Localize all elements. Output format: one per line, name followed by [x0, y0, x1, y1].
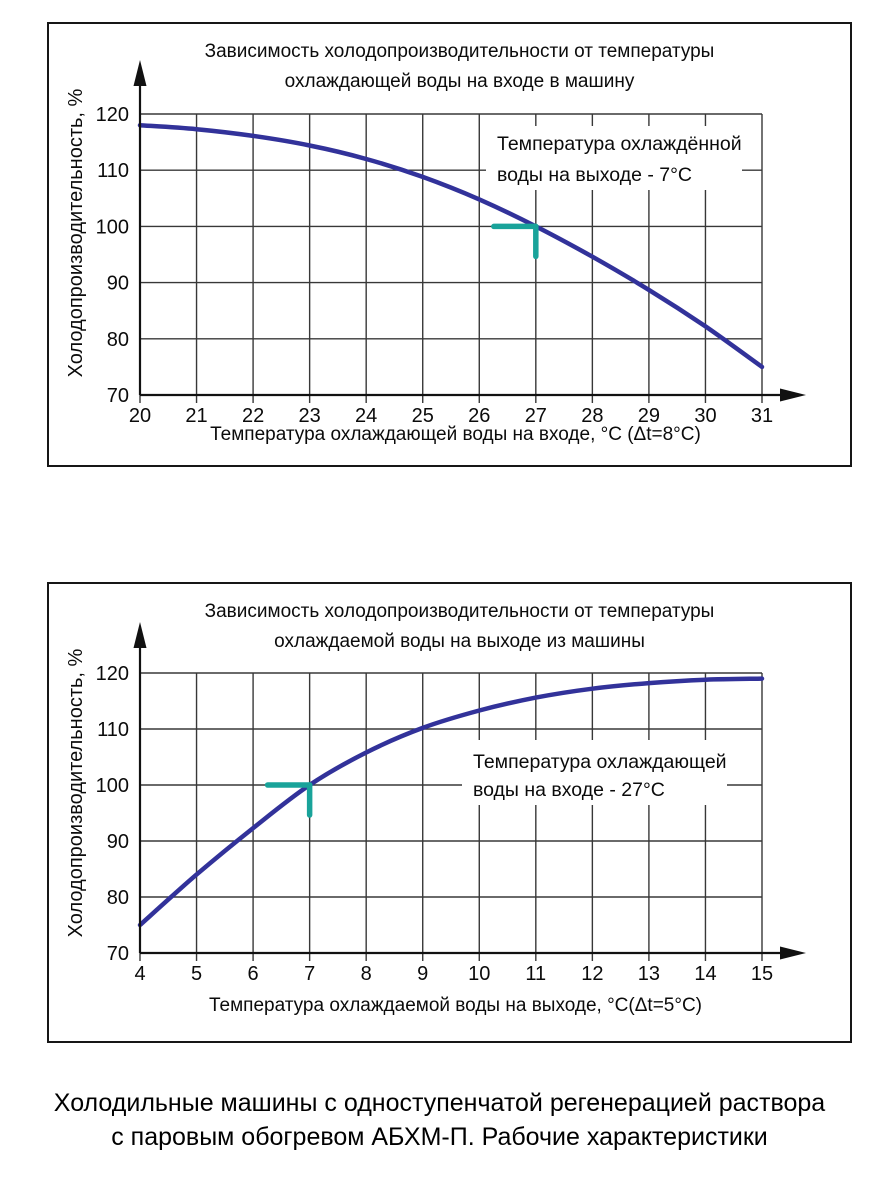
annotation-line: Температура охлаждённой [497, 133, 742, 155]
y-tick-label: 110 [97, 719, 129, 741]
x-tick-label: 27 [524, 405, 547, 427]
x-axis-arrow-icon [780, 389, 806, 402]
y-tick-label: 120 [95, 663, 129, 685]
y-tick-label: 100 [95, 775, 129, 797]
y-axis-arrow-icon [134, 622, 147, 648]
y-tick-label: 80 [106, 887, 129, 909]
x-tick-label: 21 [185, 405, 208, 427]
y-tick-label: 90 [106, 831, 129, 853]
x-tick-label: 23 [298, 405, 321, 427]
y-axis-arrow-icon [134, 60, 147, 86]
line-chart-chilled-water-outlet [49, 584, 850, 1041]
annotation-line: Температура охлаждающей [473, 751, 727, 773]
y-tick-labels [96, 663, 129, 965]
x-tick-labels [134, 963, 773, 985]
chart-panel-top [47, 22, 852, 467]
x-tick-label: 7 [304, 963, 316, 985]
design-point-marker-icon [494, 226, 536, 256]
y-tick-label: 120 [95, 104, 129, 126]
y-tick-labels [96, 104, 129, 407]
x-axis-label: Температура охлаждаемой воды на выходе, °С(Δt=5°С) [208, 995, 703, 1016]
figure-caption-line2: с паровым обогревом АБХМ-П. Рабочие характеристики [111, 1123, 768, 1151]
x-tick-label: 31 [750, 405, 774, 427]
x-tick-label: 29 [637, 405, 661, 427]
x-tick-label: 8 [360, 963, 372, 985]
x-tick-label: 24 [355, 405, 378, 427]
y-axis-label: Холодопроизводительность, % [65, 88, 87, 378]
chart-title-line1: Зависимость холодопроизводительности от температуры [204, 601, 715, 622]
line-chart-cooling-water-inlet [49, 24, 850, 465]
x-tick-label: 10 [468, 963, 491, 985]
x-axis-arrow-icon [780, 947, 806, 960]
y-tick-label: 70 [106, 943, 129, 965]
x-tick-label: 20 [128, 405, 152, 427]
x-tick-label: 22 [241, 405, 265, 427]
chart-title-line2: охлаждаемой воды на выходе из машины [274, 631, 645, 652]
annotation-line: воды на входе - 27°С [473, 779, 665, 801]
y-tick-label: 80 [106, 328, 129, 351]
y-tick-label: 90 [106, 272, 129, 295]
x-tick-label: 26 [468, 405, 491, 427]
figure-caption [0, 1086, 879, 1154]
chart-panel-bottom [47, 582, 852, 1043]
y-tick-label: 110 [97, 160, 129, 183]
x-tick-label: 14 [694, 963, 717, 985]
x-tick-label: 6 [247, 963, 259, 985]
x-tick-label: 15 [750, 963, 774, 985]
x-tick-label: 4 [134, 963, 146, 985]
x-tick-label: 12 [581, 963, 604, 985]
y-tick-label: 70 [106, 385, 129, 407]
y-axis-label: Холодопроизводительность, % [65, 648, 87, 938]
y-tick-label: 100 [95, 216, 129, 239]
figure-caption-line1: Холодильные машины с одноступенчатой регенерацией раствора [53, 1089, 826, 1117]
x-tick-label: 30 [694, 405, 717, 427]
x-tick-label: 28 [581, 405, 604, 427]
chart-title-line1: Зависимость холодопроизводительности от температуры [204, 41, 715, 62]
chart-title-line2: охлаждающей воды на входе в машину [284, 71, 635, 92]
x-tick-label: 9 [417, 963, 429, 985]
x-tick-label: 13 [637, 963, 661, 985]
x-axis-label: Температура охлаждающей воды на входе, °С (Δt=8°С) [210, 424, 701, 445]
x-tick-label: 5 [190, 963, 203, 985]
x-tick-label: 25 [411, 405, 434, 427]
annotation-line: воды на выходе - 7°С [497, 164, 692, 186]
x-tick-label: 11 [525, 963, 547, 985]
